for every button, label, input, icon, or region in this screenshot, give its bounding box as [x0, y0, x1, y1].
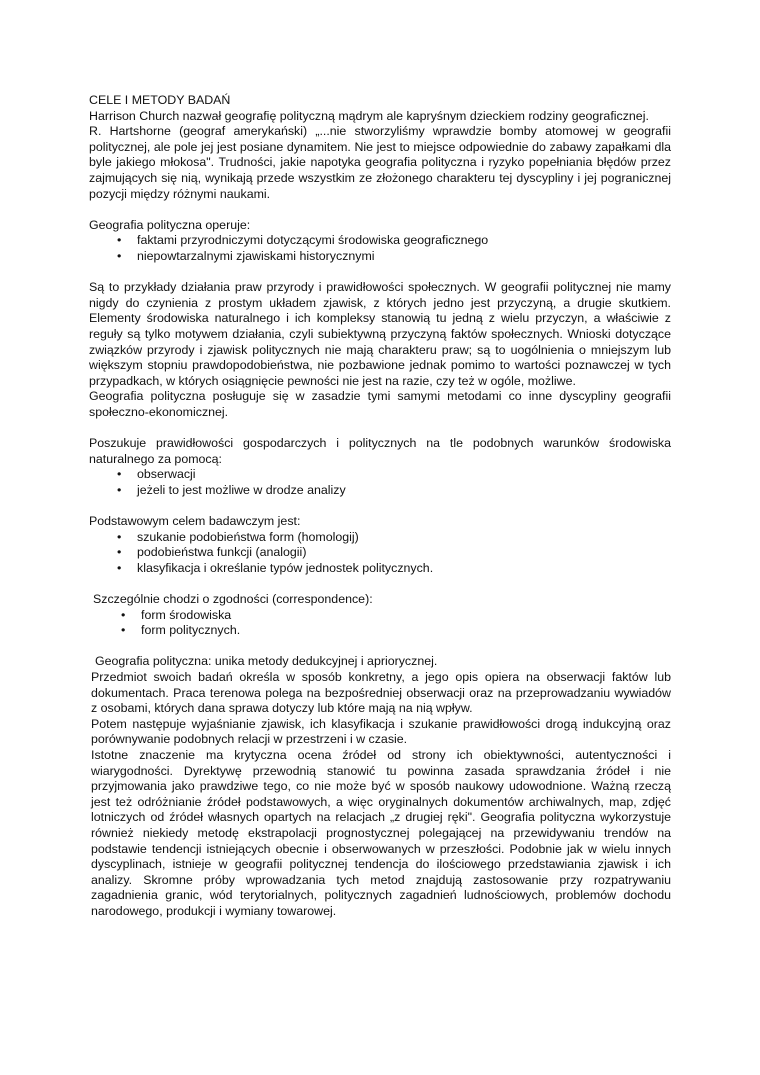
list-item: • form środowiska: [93, 608, 671, 624]
spacer: [89, 202, 671, 218]
methods-section: [89, 654, 671, 919]
goal-list: [89, 530, 671, 577]
document-title: CELE I METODY BADAŃ: [89, 93, 231, 107]
intro-paragraph-2: R. Hartshorne (geograf amerykański) „...nie stworzyliśmy wprawdzie bomby atomowej w geografii politycznej, ale pole jej jest posiane dynamitem. Nie jest to miejsce odpowiednie do zabawy zapałkami dla byle jakiego młokosa". Trudności, jakie napotyka geografia polityczna i ryzyko popełniania błędów przez zajmujących się nią, wynikają przede wszystkim ze złożonego charakteru tej dyscypliny i jej pogranicznej pozycji między różnymi naukami.: [89, 124, 671, 201]
examples-paragraph-2: Geografia polityczna posługuje się w zasadzie tymi samymi metodami co inne dyscypliny geografii społeczno-ekonomicznej.: [89, 389, 671, 419]
list-item: • szukanie podobieństwa form (homologij): [89, 530, 671, 546]
operates-list: [89, 233, 671, 264]
correspondence-list: [93, 608, 671, 639]
seeks-heading: Poszukuje prawidłowości gospodarczych i politycznych na tle podobnych warunków środowiska naturalnego za pomocą:: [89, 436, 671, 466]
list-item: • faktami przyrodniczymi dotyczącymi środowiska geograficznego: [89, 233, 671, 249]
correspondence-section: [89, 592, 671, 639]
correspondence-heading: Szczególnie chodzi o zgodności (correspondence):: [93, 592, 373, 606]
spacer: [89, 265, 671, 281]
spacer: [89, 498, 671, 514]
spacer: [89, 420, 671, 436]
list-item: • klasyfikacja i określanie typów jednostek politycznych.: [89, 561, 671, 577]
list-item: • jeżeli to jest możliwe w drodze analizy: [89, 483, 671, 499]
document-body: [89, 93, 671, 919]
list-item: • niepowtarzalnymi zjawiskami historycznymi: [89, 249, 671, 265]
methods-paragraph-3: Istotne znaczenie ma krytyczna ocena źródeł od strony ich obiektywności, autentyczności i wiarygodności. Dyrektywę przewodnią stanowić tu powinna zasada sprawdzania źródeł i nie przyjmowania jako prawdziwe tego, co nie może być w sposób naukowy udowodnione. Ważną rzeczą jest też odróżnianie źródeł podstawowych, a więc oryginalnych dokumentów archiwalnych, map, zdjęć lotniczych od źródeł własnych opartych na relacjach „z drugiej ręki". Geografia polityczna wykorzystuje również niekiedy metodę ekstrapolacji prognostycznej polegającej na przewidywaniu trendów na podstawie tendencji istniejących obecnie i obserwowanych w przeszłości. Podobnie jak w wielu innych dyscyplinach, istnieje w geografii politycznej tendencja do ilościowego przedstawiania zjawisk i ich analizy. Skromne próby wprowadzania tych metod znajdują zastosowanie przy rozpatrywaniu zagadnienia granic, wód terytorialnych, politycznych zagadnień ludnościowych, problemów dochodu narodowego, produkcji i wymiany towarowej.: [91, 747, 671, 918]
seeks-list: [89, 467, 671, 498]
operates-heading: Geografia polityczna operuje:: [89, 217, 251, 232]
methods-lead: Geografia polityczna: unika metody dedukcyjnej i apriorycznej.: [95, 654, 438, 669]
intro-paragraph-1: Harrison Church nazwał geografię polityczną mądrym ale kapryśnym dzieckiem rodziny geograficznej.: [89, 108, 649, 123]
methods-paragraph-1: Przedmiot swoich badań określa w sposób konkretny, a jego opis opiera na obserwacji faktów lub dokumentach. Praca terenowa polega na bezpośredniej obserwacji oraz na przeprowadzaniu wywiadów z osobami, których dana sprawa dotyczy lub które mają na nią wpływ.: [91, 669, 671, 716]
examples-paragraph-1: Są to przykłady działania praw przyrody i prawidłowości społecznych. W geografii politycznej nie mamy nigdy do czynienia z prostym układem zjawisk, z których jedno jest przyczyną, a drugie skutkiem. Elementy środowiska naturalnego i ich kompleksy stanowią tu jedną z wielu przyczyn, a właściwie z reguły są tylko motywem działania, czyli subiektywną przyczyną faktów społecznych. Wnioski dotyczące związków przyrody i zjawisk politycznych nie mają charakteru praw; są to uogólnienia o mniejszym lub większym stopniu prawdopodobieństwa, nie pozbawione jednak pomimo to wartości poznawczej w tych przypadkach, w których osiągnięcie pewności nie jest na razie, czy też w ogóle, możliwe.: [89, 280, 671, 388]
spacer: [89, 639, 671, 655]
list-item: • podobieństwa funkcji (analogii): [89, 545, 671, 561]
list-item: • obserwacji: [89, 467, 671, 483]
goal-heading: Podstawowym celem badawczym jest:: [89, 514, 301, 529]
spacer: [89, 576, 671, 592]
methods-paragraph-2: Potem następuje wyjaśnianie zjawisk, ich klasyfikacja i szukanie prawidłowości drogą indukcyjną oraz porównywanie podobnych relacji w przestrzeni i w czasie.: [91, 716, 671, 747]
list-item: • form politycznych.: [93, 623, 671, 639]
